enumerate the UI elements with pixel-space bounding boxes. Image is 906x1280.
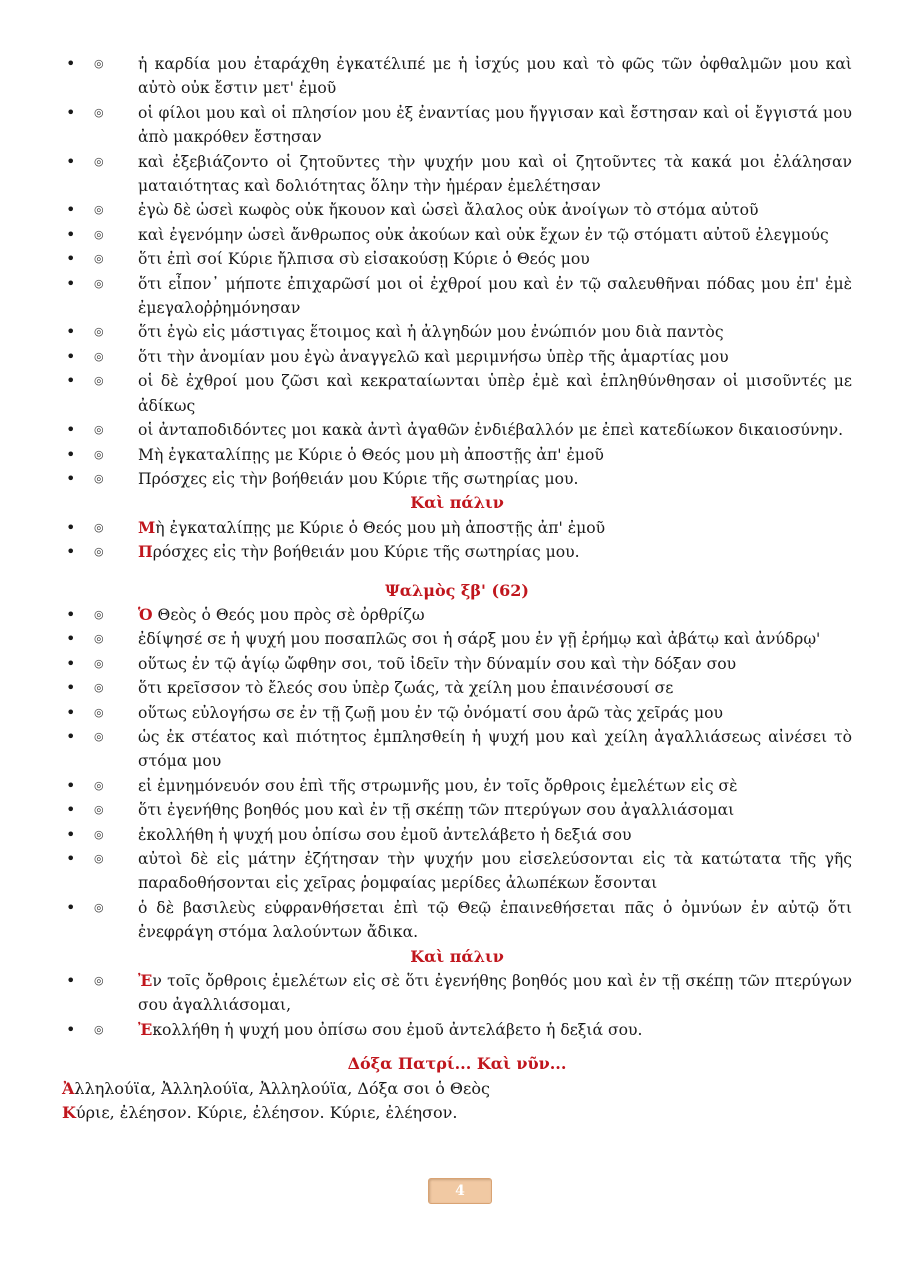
verse-text: ἐκολλήθη ἡ ψυχή μου ὀπίσω σου ἐμοῦ ἀντελάβετο ἡ δεξιά σου <box>138 825 632 844</box>
verse-text: ὅτι εἶπον᾿ μήποτε ἐπιχαρῶσί μοι οἱ ἐχθροί μου καὶ ἐν τῷ σαλευθῆναι πόδας μου ἐπ' ἐμὲ ἐμεγαλοῤῥημόνησαν <box>138 274 852 318</box>
bullet-icon: • <box>66 151 76 171</box>
verse-text: ὴ ἐγκαταλίπῃς με Κύριε ὁ Θεός μου μὴ ἀποστῇς ἀπ' ἐμοῦ <box>155 518 606 537</box>
verse-item <box>62 627 852 651</box>
verse-mark-icon: ◎ <box>94 252 104 266</box>
verse-mark-icon: ◎ <box>94 276 104 290</box>
bullet-icon: • <box>66 897 76 917</box>
verse-text: καὶ ἐξεβιάζοντο οἱ ζητοῦντες τὴν ψυχήν μου καὶ οἱ ζητοῦντες τὰ κακά μοι ἐλάλησαν ματαιότητας καὶ δολιότητας ὅλην τὴν ἡμέραν ἐμελέτησαν <box>138 152 852 196</box>
verse-text: οἱ φίλοι μου καὶ οἱ πλησίον μου ἐξ ἐναντίας μου ἤγγισαν καὶ ἔστησαν καὶ οἱ ἔγγιστά μου ἀπὸ μακρόθεν ἔστησαν <box>138 103 852 147</box>
verse-mark-icon: ◎ <box>94 974 104 988</box>
closing-line <box>62 1101 852 1125</box>
verse-item <box>62 467 852 491</box>
verse-mark-icon: ◎ <box>94 520 104 534</box>
closing-initial: Κ <box>62 1103 76 1123</box>
verse-item <box>62 369 852 418</box>
bullet-icon: • <box>66 775 76 795</box>
verse-mark-icon: ◎ <box>94 423 104 437</box>
verse-mark-icon: ◎ <box>94 681 104 695</box>
verse-mark-icon: ◎ <box>94 827 104 841</box>
verse-item <box>62 320 852 344</box>
verse-mark-icon: ◎ <box>94 471 104 485</box>
verse-text: οἱ ἀνταποδιδόντες μοι κακὰ ἀντὶ ἀγαθῶν ἐνδιέβαλλόν με ἐπεὶ κατεδίωκον δικαιοσύνην. <box>138 421 844 440</box>
verse-text: οἱ δὲ ἐχθροί μου ζῶσι καὶ κεκραταίωνται ὑπὲρ ἐμὲ καὶ ἐπληθύνθησαν οἱ μισοῦντές με ἀδίκως <box>138 372 852 415</box>
bullet-icon: • <box>66 824 76 844</box>
verse-text: ὅτι κρεῖσσον τὸ ἔλεός σου ὑπὲρ ζωάς, τὰ χείλη μου ἐπαινέσουσί σε <box>138 679 674 698</box>
verse-item <box>62 272 852 321</box>
verse-text: κολλήθη ἡ ψυχή μου ὀπίσω σου ἐμοῦ ἀντελάβετο ἡ δεξιά σου. <box>152 1020 643 1039</box>
verse-mark-icon: ◎ <box>94 803 104 817</box>
verse-mark-icon: ◎ <box>94 632 104 646</box>
verse-text: ὅτι τὴν ἀνομίαν μου ἐγὼ ἀναγγελῶ καὶ μεριμνήσω ὑπὲρ τῆς ἁμαρτίας μου <box>138 347 729 366</box>
verse-item <box>62 725 852 774</box>
closing-text: λληλούϊα, Ἀλληλούϊα, Ἀλληλούϊα, Δόξα σοι ὁ Θεὸς <box>74 1078 490 1098</box>
kai-palin-heading-2: Καὶ πάλιν <box>410 946 504 966</box>
verse-mark-icon: ◎ <box>94 852 104 865</box>
verse-initial: Ὁ <box>138 604 153 624</box>
verse-text: ὁ δὲ βασιλεὺς εὐφρανθήσεται ἐπὶ τῷ Θεῷ ἐπαινεθήσεται πᾶς ὁ ὀμνύων ἐν αὐτῷ ὅτι ἐνεφράγη στόμα λαλούντων ἄδικα. <box>138 898 852 942</box>
verse-text: Πρόσχες εἰς τὴν βοήθειάν μου Κύριε τῆς σωτηρίας μου. <box>138 469 579 488</box>
verse-text: αὐτοὶ δὲ εἰς μάτην ἐζήτησαν τὴν ψυχήν μου εἰσελεύσονται εἰς τὰ κατώτατα τῆς γῆς παραδοθήσονται εἰς χεῖρας ῥομφαίας μερίδες ἀλωπέκων ἔσονται <box>138 850 852 893</box>
verse-item <box>62 223 852 247</box>
verse-item <box>62 676 852 700</box>
bullet-icon: • <box>66 629 76 649</box>
verse-mark-icon: ◎ <box>94 203 104 217</box>
verse-mark-icon: ◎ <box>94 729 104 743</box>
verse-text: ἐγὼ δὲ ὡσεὶ κωφὸς οὐκ ἤκουον καὶ ὡσεὶ ἄλαλος οὐκ ἀνοίγων τὸ στόμα αὐτοῦ <box>138 201 759 220</box>
kai-palin-heading: Καὶ πάλιν <box>410 493 504 513</box>
verse-item <box>62 150 852 199</box>
bullet-icon: • <box>66 800 76 820</box>
verse-mark-icon: ◎ <box>94 607 104 621</box>
verse-mark-icon: ◎ <box>94 325 104 339</box>
repeat-verse-list-2 <box>62 969 852 1042</box>
verse-text: εἰ ἐμνημόνευόν σου ἐπὶ τῆς στρωμνῆς μου, ἐν τοῖς ὄρθροις ἐμελέτων εἰς σὲ <box>138 776 738 795</box>
verse-text: ὅτι ἐγὼ εἰς μάστιγας ἕτοιμος καὶ ἡ ἀλγηδών μου ἐνώπιόν μου διὰ παντὸς <box>138 323 724 342</box>
verse-text: ν τοῖς ὄρθροις ἐμελέτων εἰς σὲ ὅτι ἐγενήθης βοηθός μου καὶ ἐν τῇ σκέπῃ τῶν πτερύγων σου ἀγαλλιάσομαι, <box>138 972 852 1015</box>
verse-mark-icon: ◎ <box>94 1022 104 1036</box>
verse-mark-icon: ◎ <box>94 545 104 559</box>
repeat-verse-list <box>62 516 852 565</box>
verse-initial: Ἐ <box>138 1019 153 1039</box>
verse-item <box>62 443 852 467</box>
verse-initial: Π <box>138 542 153 562</box>
verse-mark-icon: ◎ <box>94 105 104 119</box>
verse-mark-icon: ◎ <box>94 656 104 670</box>
verse-mark-icon: ◎ <box>94 900 104 914</box>
verse-item <box>62 52 852 101</box>
verse-item <box>62 418 852 442</box>
bullet-icon: • <box>66 371 76 391</box>
verse-text: οὕτως ἐν τῷ ἁγίῳ ὤφθην σοι, τοῦ ἰδεῖν τὴν δύναμίν σου καὶ τὴν δόξαν σου <box>138 654 737 673</box>
verse-mark-icon: ◎ <box>94 374 104 388</box>
doxa-heading: Δόξα Πατρί... Καὶ νῦν... <box>347 1054 567 1074</box>
document-page <box>62 52 852 1125</box>
bullet-icon: • <box>66 517 76 537</box>
verse-list <box>62 52 852 491</box>
verse-mark-icon: ◎ <box>94 778 104 792</box>
verse-item <box>62 701 852 725</box>
bullet-icon: • <box>66 1019 76 1039</box>
verse-item <box>62 847 852 896</box>
bullet-icon: • <box>66 102 76 122</box>
verse-item <box>62 198 852 222</box>
bullet-icon: • <box>66 726 76 746</box>
verse-mark-icon: ◎ <box>94 227 104 241</box>
bullet-icon: • <box>66 346 76 366</box>
verse-text: ὅτι ἐγενήθης βοηθός μου καὶ ἐν τῇ σκέπῃ τῶν πτερύγων σου ἀγαλλιάσομαι <box>138 801 735 820</box>
verse-item <box>62 603 852 627</box>
page-number: 4 <box>428 1178 492 1204</box>
closing-text: ύριε, ἐλέησον. Κύριε, ἐλέησον. Κύριε, ἐλέησον. <box>75 1103 458 1123</box>
verse-text: καὶ ἐγενόμην ὡσεὶ ἄνθρωπος οὐκ ἀκούων καὶ οὐκ ἔχων ἐν τῷ στόματι αὐτοῦ ἐλεγμούς <box>138 225 829 244</box>
closing-line <box>62 1077 852 1101</box>
bullet-icon: • <box>66 542 76 562</box>
verse-item <box>62 101 852 150</box>
verse-mark-icon: ◎ <box>94 57 104 70</box>
bullet-icon: • <box>66 702 76 722</box>
psalm-title: Ψαλμὸς ξβ' (62) <box>385 580 529 600</box>
verse-text: ρόσχες εἰς τὴν βοήθειάν μου Κύριε τῆς σωτηρίας μου. <box>152 543 580 562</box>
verse-initial: Μ <box>138 517 156 537</box>
verse-item <box>62 774 852 798</box>
bullet-icon: • <box>66 224 76 244</box>
verse-item <box>62 896 852 945</box>
bullet-icon: • <box>66 678 76 698</box>
verse-item <box>62 798 852 822</box>
psalm-verse-list <box>62 603 852 945</box>
bullet-icon: • <box>66 444 76 464</box>
closing-lines <box>62 1077 852 1126</box>
verse-item <box>62 540 852 564</box>
verse-item <box>62 247 852 271</box>
verse-mark-icon: ◎ <box>94 705 104 719</box>
verse-item <box>62 969 852 1018</box>
verse-text: οὕτως εὐλογήσω σε ἐν τῇ ζωῇ μου ἐν τῷ ὀνόματί σου ἀρῶ τὰς χεῖράς μου <box>138 703 723 722</box>
bullet-icon: • <box>66 54 76 73</box>
verse-item <box>62 345 852 369</box>
verse-text: ὡς ἐκ στέατος καὶ πιότητος ἐμπλησθείη ἡ ψυχή μου καὶ χείλη ἀγαλλιάσεως αἰνέσει τὸ στόμα μου <box>138 727 852 771</box>
verse-text: Μὴ ἐγκαταλίπῃς με Κύριε ὁ Θεός μου μὴ ἀποστῇς ἀπ' ἐμοῦ <box>138 445 604 464</box>
bullet-icon: • <box>66 468 76 488</box>
bullet-icon: • <box>66 971 76 991</box>
verse-mark-icon: ◎ <box>94 447 104 461</box>
bullet-icon: • <box>66 604 76 624</box>
verse-initial: Ἐ <box>138 971 153 991</box>
verse-mark-icon: ◎ <box>94 349 104 363</box>
bullet-icon: • <box>66 849 76 868</box>
verse-text: Θεὸς ὁ Θεός μου πρὸς σὲ ὀρθρίζω <box>152 605 425 624</box>
bullet-icon: • <box>66 420 76 440</box>
bullet-icon: • <box>66 200 76 220</box>
bullet-icon: • <box>66 653 76 673</box>
verse-item <box>62 1018 852 1042</box>
bullet-icon: • <box>66 249 76 269</box>
closing-initial: Ἀ <box>62 1078 75 1098</box>
verse-text: ἐδίψησέ σε ἡ ψυχή μου ποσαπλῶς σοι ἡ σάρξ μου ἐν γῇ ἐρήμῳ καὶ ἀβάτῳ καὶ ἀνύδρῳ' <box>138 630 821 649</box>
verse-item <box>62 823 852 847</box>
verse-item <box>62 516 852 540</box>
verse-item <box>62 652 852 676</box>
bullet-icon: • <box>66 322 76 342</box>
verse-mark-icon: ◎ <box>94 154 104 168</box>
bullet-icon: • <box>66 273 76 293</box>
verse-text: ὅτι ἐπὶ σοί Κύριε ἤλπισα σὺ εἰσακούσῃ Κύριε ὁ Θεός μου <box>138 250 590 269</box>
verse-text: ἡ καρδία μου ἐταράχθη ἐγκατέλιπέ με ἡ ἰσχύς μου καὶ τὸ φῶς τῶν ὀφθαλμῶν μου καὶ αὐτὸ οὐκ ἔστιν μετ' ἐμοῦ <box>138 55 852 98</box>
